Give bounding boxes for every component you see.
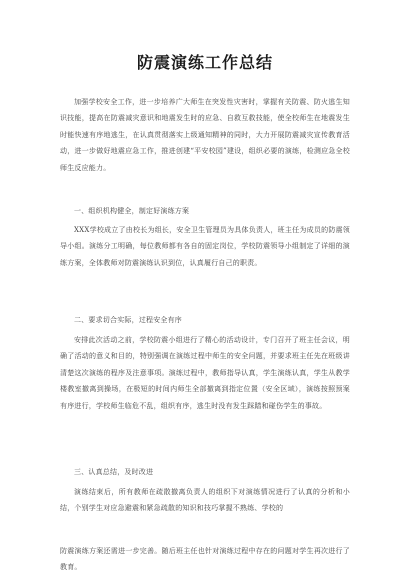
intro-paragraph: 加强学校安全工作，进一步培养广大师生在突发性灾害时，掌握有关防震、防火逃生知识技能，提高在防震减灾意识和地震发生时的应急、自救互救技能，使全校师生在地震发生时能快速有序地逃生，在认真贯彻落实上级通知精神的同时，大力开展防震减灾宣传教育活动，进一步做好地震应急工作，推进创建“平安校园”建设，组织必要的演练，检测应急全校师生反应能力。 bbox=[60, 98, 350, 172]
document-title: 防震演练工作总结 bbox=[136, 53, 273, 72]
section3-heading: 三、认真总结，及时改进 bbox=[74, 468, 154, 476]
section2-paragraph: 安排此次活动之前，学校防震小组进行了精心的活动设计，专门召开了班主任会议，明确了活动的意义和目的，特别强调在演练过程中师生的安全问题，并要求班主任先在班级讲清楚这次演练的程序及注意事项。演练过程中，教师指导认真，学生演练认真，学生从教学楼教室撤离到操场，在极短的时间内师生全部撤离到指定位置（安全区域），演练按照预案有序进行，学校师生临危不乱，组织有序，逃生时没有发生踩踏和碰伤学生的事故。 bbox=[60, 336, 350, 410]
section1-paragraph: XXX学校成立了由校长为组长，安全卫生管理员为具体负责人，班主任为成员的防震领导小组。演练分工明确，每位教师都有各自的固定岗位，学校防震领导小组制定了详细的演练方案，全体教师对防震演练认识到位，认真履行自己的职责。 bbox=[60, 226, 350, 267]
section2-heading: 二、要求切合实际，过程安全有序 bbox=[74, 316, 182, 324]
section3-paragraph-2: 防震演练方案还需进一步完善。随后班主任也针对演练过程中存在的问题对学生再次进行了教育。 bbox=[60, 547, 350, 572]
section3-paragraph-1: 演练结束后，所有教师在疏散撤离负责人的组织下对演练情况进行了认真的分析和小结，个别学生对应急避震和紧急疏散的知识和技巧掌握不熟练、学校的 bbox=[60, 488, 350, 513]
section1-heading: 一、组织机构健全，制定好演练方案 bbox=[74, 207, 190, 215]
